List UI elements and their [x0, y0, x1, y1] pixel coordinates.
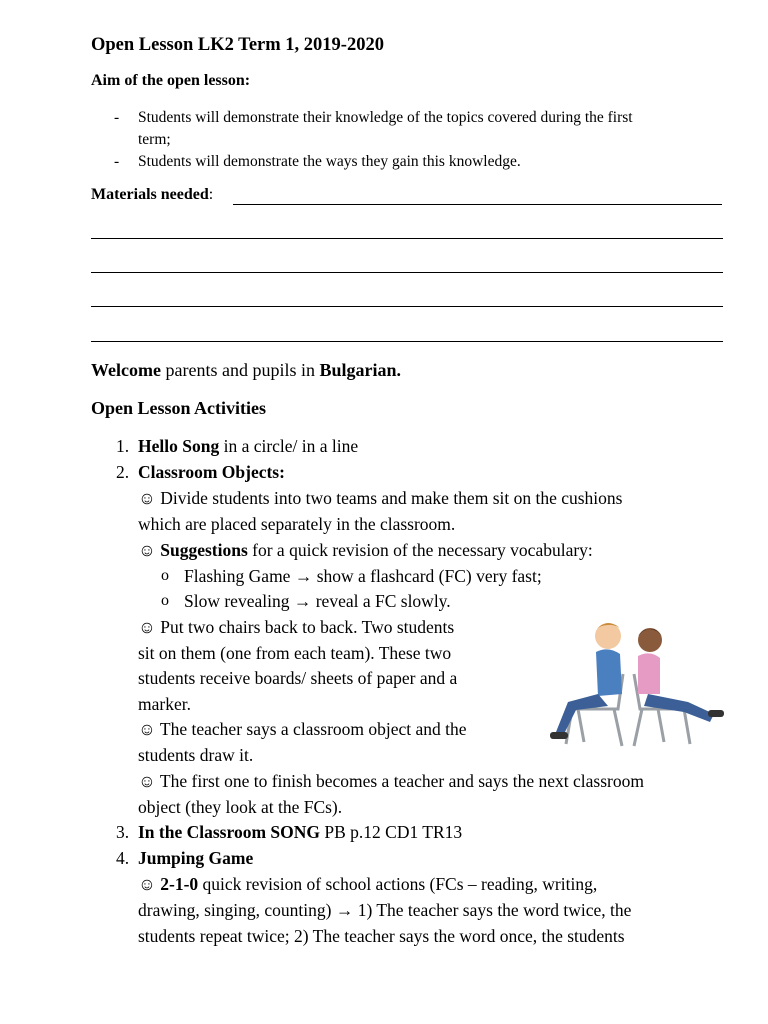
smiley-icon: ☺	[138, 540, 156, 560]
teacher-text: The teacher says a classroom object and the	[155, 719, 467, 739]
materials-blank-line-4[interactable]	[91, 306, 723, 307]
first-text: The first one to finish becomes a teacher and says the next classroom	[155, 771, 644, 791]
smiley-icon: ☺	[138, 874, 156, 894]
divide-line-2: which are placed separately in the classroom.	[138, 514, 456, 534]
song-reference: PB p.12 CD1 TR13	[320, 822, 463, 842]
chairs-line-1	[138, 617, 454, 638]
welcome-line	[91, 360, 401, 381]
materials-colon: :	[208, 186, 214, 203]
list-number: 4.	[116, 848, 130, 868]
drill-text-2b: 1) The teacher says the word twice, the	[353, 900, 632, 920]
bullet-dash: -	[114, 153, 120, 170]
song-title: In the Classroom SONG	[138, 822, 320, 842]
list-number: 1.	[116, 436, 130, 456]
aim-item-1-line2: term;	[138, 131, 171, 148]
activities-heading: Open Lesson Activities	[91, 398, 267, 418]
welcome-text: parents and pupils in	[160, 360, 320, 380]
circle-bullet-icon: o	[161, 567, 169, 584]
arrow-right-icon: →	[293, 591, 312, 611]
flashing-game-desc: show a flashcard (FC) very fast;	[312, 566, 542, 586]
chairs-line-4: marker.	[138, 694, 191, 714]
flashing-game-name: Flashing Game	[184, 566, 295, 586]
page-title: Open Lesson LK2 Term 1, 2019-2020	[91, 35, 384, 55]
slow-revealing-line	[184, 591, 451, 612]
circle-bullet-icon: o	[161, 592, 169, 609]
drill-line-3: students repeat twice; 2) The teacher says the word once, the students	[138, 926, 625, 946]
chairs-line-2: sit on them (one from each team). These two	[138, 643, 452, 663]
teacher-line-1	[138, 719, 467, 740]
teacher-line-2: students draw it.	[138, 745, 254, 765]
suggestions-line	[138, 540, 593, 561]
hello-song-detail: in a circle/ in a line	[219, 436, 359, 456]
drill-line-1	[138, 874, 597, 895]
materials-label: Materials needed	[91, 186, 209, 203]
children-chairs-photo	[538, 614, 734, 752]
suggestions-text: for a quick revision of the necessary vocabulary:	[247, 540, 593, 560]
smiley-icon: ☺	[138, 771, 156, 791]
welcome-language: Bulgarian.	[319, 360, 401, 380]
arrow-right-icon: →	[294, 566, 313, 586]
bullet-dash: -	[114, 109, 120, 126]
list-number: 2.	[116, 462, 130, 482]
aim-item-2-line1: Students will demonstrate the ways they gain this knowledge.	[138, 153, 521, 170]
materials-blank-line-1[interactable]	[233, 204, 722, 205]
list-number: 3.	[116, 822, 130, 842]
materials-blank-line-3[interactable]	[91, 272, 723, 273]
list-item-classroom-song	[138, 822, 462, 843]
divide-line-1	[138, 488, 622, 509]
list-item-hello-song	[138, 436, 358, 457]
first-line-2: object (they look at the FCs).	[138, 797, 343, 817]
materials-blank-line-5[interactable]	[91, 341, 723, 342]
suggestions-title: Suggestions	[160, 540, 248, 560]
aim-item-1-line1: Students will demonstrate their knowledge of the topics covered during the first	[138, 109, 633, 126]
drill-text: quick revision of school actions (FCs – reading, writing,	[198, 874, 598, 894]
arrow-right-icon: →	[335, 900, 354, 920]
first-line-1	[138, 771, 644, 792]
jumping-game-title: Jumping Game	[138, 848, 254, 868]
slow-revealing-desc: reveal a FC slowly.	[311, 591, 451, 611]
divide-text: Divide students into two teams and make them sit on the cushions	[155, 488, 623, 508]
slow-revealing-name: Slow revealing	[184, 591, 294, 611]
smiley-icon: ☺	[138, 488, 156, 508]
chairs-line-3: students receive boards/ sheets of paper and a	[138, 668, 458, 688]
materials-line	[91, 186, 213, 204]
welcome-bold: Welcome	[91, 360, 161, 380]
drill-line-2	[138, 900, 631, 921]
drill-title: 2-1-0	[155, 874, 199, 894]
drill-text-2a: drawing, singing, counting)	[138, 900, 336, 920]
flashing-game-line	[184, 566, 542, 587]
aim-heading: Aim of the open lesson:	[91, 72, 251, 89]
smiley-icon: ☺	[138, 719, 156, 739]
chairs-text: Put two chairs back to back. Two students	[155, 617, 455, 637]
materials-blank-line-2[interactable]	[91, 238, 723, 239]
hello-song-title: Hello Song	[138, 436, 220, 456]
classroom-objects-title: Classroom Objects:	[138, 462, 285, 482]
smiley-icon: ☺	[138, 617, 156, 637]
